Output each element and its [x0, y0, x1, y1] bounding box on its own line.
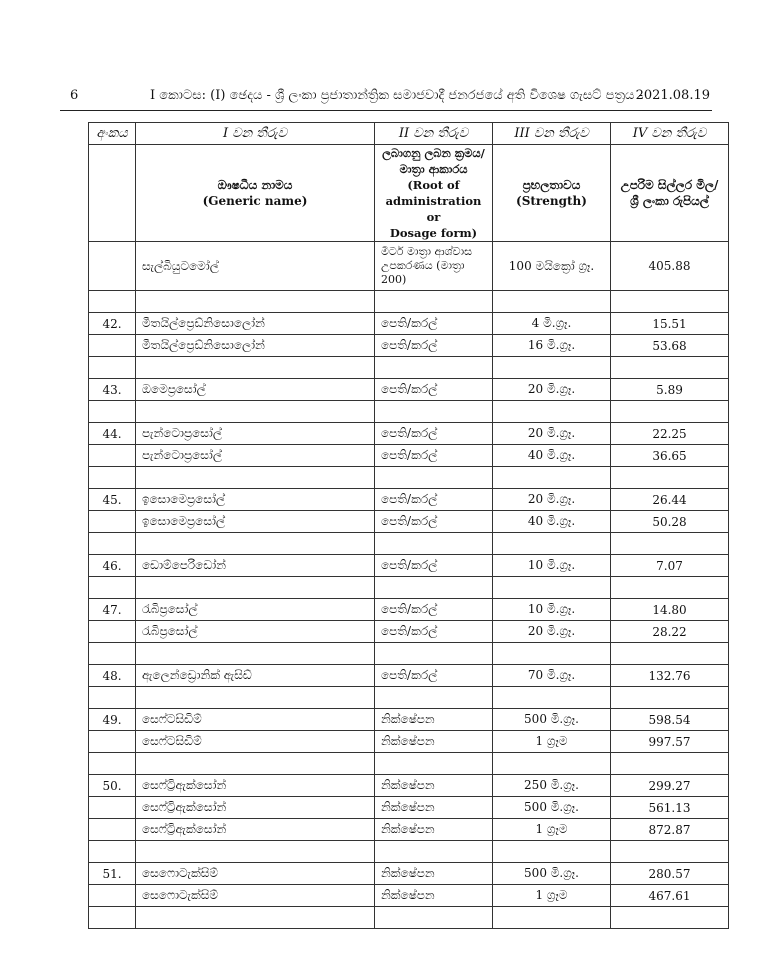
row-number — [89, 731, 136, 753]
table-row — [89, 621, 729, 643]
drug-strength: 20 මි.ග්‍රෑ. — [493, 379, 611, 401]
table-row — [89, 489, 729, 511]
drug-price: 15.51 — [611, 313, 729, 335]
drug-price: 22.25 — [611, 423, 729, 445]
drug-route: පෙති/කරල් — [375, 423, 493, 445]
subheader-route: ලබාගනු ලබන ක්‍රමය/ මාත්‍රා ආකාරය (Root of administration or Dosage form) — [375, 145, 493, 242]
blank-cell — [611, 577, 729, 599]
blank-cell — [89, 401, 136, 423]
table-row — [89, 599, 729, 621]
blank-cell — [375, 577, 493, 599]
blank-cell — [493, 841, 611, 863]
column-header-1: I වන තීරුව — [136, 123, 375, 145]
blank-cell — [89, 687, 136, 709]
blank-cell — [136, 467, 375, 489]
page-header — [60, 88, 710, 110]
row-number: 48. — [89, 665, 136, 687]
blank-row — [89, 357, 729, 379]
drug-route: පෙති/කරල් — [375, 599, 493, 621]
drug-price: 467.61 — [611, 885, 729, 907]
drug-route: පෙති/කරල් — [375, 555, 493, 577]
blank-cell — [89, 841, 136, 863]
blank-cell — [89, 467, 136, 489]
blank-row — [89, 401, 729, 423]
column-header-number: අංකය — [89, 123, 136, 145]
blank-row — [89, 533, 729, 555]
drug-strength: 500 මි.ග්‍රෑ. — [493, 709, 611, 731]
subheader-number-cell — [89, 145, 136, 242]
blank-cell — [89, 577, 136, 599]
blank-cell — [493, 291, 611, 313]
drug-price: 280.57 — [611, 863, 729, 885]
blank-cell — [136, 401, 375, 423]
table-row — [89, 797, 729, 819]
gazette-date: 2021.08.19 — [635, 88, 710, 103]
drug-price: 872.87 — [611, 819, 729, 841]
blank-row — [89, 841, 729, 863]
column-header-4: IV වන තීරුව — [611, 123, 729, 145]
blank-cell — [611, 841, 729, 863]
row-number — [89, 621, 136, 643]
row-number: 45. — [89, 489, 136, 511]
drug-price: 598.54 — [611, 709, 729, 731]
blank-cell — [136, 687, 375, 709]
blank-cell — [375, 841, 493, 863]
drug-price: 132.76 — [611, 665, 729, 687]
table-row — [89, 511, 729, 533]
row-number: 42. — [89, 313, 136, 335]
drug-strength: 100 මයික්‍රෝ ග්‍රෑ. — [493, 242, 611, 291]
blank-cell — [611, 291, 729, 313]
blank-cell — [136, 577, 375, 599]
drug-name: පැන්ටොප්‍රසෝල් — [136, 445, 375, 467]
row-number — [89, 819, 136, 841]
drug-route: පෙති/කරල් — [375, 621, 493, 643]
blank-cell — [89, 533, 136, 555]
blank-cell — [89, 907, 136, 929]
drug-name: ඇලෙන්ඩ්‍රොනික් ඇසිඩ් — [136, 665, 375, 687]
drug-name: මීතයිල්ප්‍රෙඩ්නිසොලෝන් — [136, 313, 375, 335]
row-number: 51. — [89, 863, 136, 885]
blank-cell — [493, 907, 611, 929]
row-number — [89, 335, 136, 357]
drug-strength: 40 මි.ග්‍රෑ. — [493, 445, 611, 467]
drug-name: ඩොම්පෙරිඩෝන් — [136, 555, 375, 577]
table-row — [89, 379, 729, 401]
blank-row — [89, 643, 729, 665]
drug-name: පැන්ටොප්‍රසෝල් — [136, 423, 375, 445]
blank-row — [89, 467, 729, 489]
table-row — [89, 423, 729, 445]
drug-strength: 4 මි.ග්‍රෑ. — [493, 313, 611, 335]
blank-cell — [136, 533, 375, 555]
blank-row — [89, 577, 729, 599]
drug-strength: 500 මි.ග්‍රෑ. — [493, 797, 611, 819]
blank-cell — [611, 687, 729, 709]
blank-cell — [493, 533, 611, 555]
table-row — [89, 665, 729, 687]
blank-cell — [611, 467, 729, 489]
drug-name: සැල්බියුටමෝල් — [136, 242, 375, 291]
drug-price: 997.57 — [611, 731, 729, 753]
drug-strength: 20 මි.ග්‍රෑ. — [493, 621, 611, 643]
drug-price: 36.65 — [611, 445, 729, 467]
drug-route: පෙති/කරල් — [375, 313, 493, 335]
drug-price: 14.80 — [611, 599, 729, 621]
table-row — [89, 819, 729, 841]
table-row — [89, 885, 729, 907]
drug-name: සෙෆ්ටසිඩිම් — [136, 731, 375, 753]
blank-cell — [611, 357, 729, 379]
row-number: 43. — [89, 379, 136, 401]
blank-cell — [611, 401, 729, 423]
blank-cell — [493, 753, 611, 775]
column-header-2: II වන තීරුව — [375, 123, 493, 145]
drug-route: පෙති/කරල් — [375, 445, 493, 467]
drug-name: ඉසොමෙප්‍රසෝල් — [136, 489, 375, 511]
drug-name: රැබිප්‍රසෝල් — [136, 621, 375, 643]
drug-price: 5.89 — [611, 379, 729, 401]
blank-row — [89, 907, 729, 929]
drug-route: නික්ෂේපන — [375, 885, 493, 907]
column-header-3: III වන තීරුව — [493, 123, 611, 145]
table-row — [89, 555, 729, 577]
gazette-title: I කොටස: (I) ඡෙදය - ශ්‍රී ලංකා ප්‍රජාතාන්ත්‍රික සමාජවාදී ජනරජයේ අති විශෙෂ ගැසට් පත්‍රය - — [150, 88, 643, 103]
blank-cell — [375, 401, 493, 423]
drug-strength: 1 ග්‍රෑම — [493, 819, 611, 841]
drug-name: සෙෆ්ට්‍රිඇක්සෝන් — [136, 797, 375, 819]
blank-cell — [89, 357, 136, 379]
drug-route: නික්ෂේපන — [375, 797, 493, 819]
blank-cell — [89, 753, 136, 775]
drug-price: 50.28 — [611, 511, 729, 533]
drug-price: 53.68 — [611, 335, 729, 357]
subheader-row — [89, 145, 729, 242]
blank-cell — [375, 687, 493, 709]
blank-cell — [493, 643, 611, 665]
drug-price: 405.88 — [611, 242, 729, 291]
drug-name: මීතයිල්ප්‍රෙඩ්නිසොලෝන් — [136, 335, 375, 357]
drug-name: රැබිප්‍රසෝල් — [136, 599, 375, 621]
blank-cell — [611, 907, 729, 929]
drug-route: පෙති/කරල් — [375, 489, 493, 511]
drug-name: සෙෆ්ට්‍රිඇක්සෝන් — [136, 775, 375, 797]
blank-cell — [136, 291, 375, 313]
drug-price: 26.44 — [611, 489, 729, 511]
row-number — [89, 511, 136, 533]
drug-price-table — [88, 122, 729, 929]
row-number — [89, 445, 136, 467]
drug-strength: 20 මි.ග්‍රෑ. — [493, 423, 611, 445]
drug-route: නික්ෂේපන — [375, 731, 493, 753]
blank-cell — [136, 907, 375, 929]
drug-name: ඉසොමෙප්‍රසෝල් — [136, 511, 375, 533]
row-number: 49. — [89, 709, 136, 731]
row-number — [89, 885, 136, 907]
subheader-generic-name: ඖෂධීය නාමය (Generic name) — [136, 145, 375, 242]
table-row — [89, 335, 729, 357]
blank-row — [89, 753, 729, 775]
table-row — [89, 731, 729, 753]
row-number: 44. — [89, 423, 136, 445]
subheader-strength: ප්‍රභලතාවය (Strength) — [493, 145, 611, 242]
drug-route: නික්ෂේපන — [375, 863, 493, 885]
drug-route: මීටර් මාත්‍රා ආශ්වාස උපකරණය (මාත්‍රා 200) — [375, 242, 493, 291]
table-row — [89, 775, 729, 797]
drug-name: සෙෆොටැක්සිම් — [136, 885, 375, 907]
row-number: 47. — [89, 599, 136, 621]
blank-cell — [375, 907, 493, 929]
drug-route: නික්ෂේපන — [375, 819, 493, 841]
table-row — [89, 242, 729, 291]
drug-strength: 16 මි.ග්‍රෑ. — [493, 335, 611, 357]
drug-price: 28.22 — [611, 621, 729, 643]
blank-cell — [89, 643, 136, 665]
column-header-row — [89, 123, 729, 145]
drug-name: සෙෆ්ටසිඩිම් — [136, 709, 375, 731]
blank-cell — [493, 401, 611, 423]
drug-price: 561.13 — [611, 797, 729, 819]
drug-route: නික්ෂේපන — [375, 709, 493, 731]
blank-cell — [375, 291, 493, 313]
drug-price: 299.27 — [611, 775, 729, 797]
drug-strength: 20 මි.ග්‍රෑ. — [493, 489, 611, 511]
drug-strength: 500 මි.ග්‍රෑ. — [493, 863, 611, 885]
blank-cell — [375, 357, 493, 379]
blank-row — [89, 291, 729, 313]
drug-route: පෙති/කරල් — [375, 665, 493, 687]
table-row — [89, 863, 729, 885]
blank-row — [89, 687, 729, 709]
drug-route: පෙති/කරල් — [375, 379, 493, 401]
page-number: 6 — [70, 88, 79, 103]
row-number: 46. — [89, 555, 136, 577]
blank-cell — [89, 291, 136, 313]
drug-route: නික්ෂේපන — [375, 775, 493, 797]
blank-cell — [136, 357, 375, 379]
blank-cell — [493, 577, 611, 599]
blank-cell — [611, 753, 729, 775]
blank-cell — [493, 687, 611, 709]
drug-route: පෙති/කරල් — [375, 335, 493, 357]
drug-name: සෙෆ්ට්‍රිඇක්සෝන් — [136, 819, 375, 841]
drug-strength: 1 ග්‍රෑම — [493, 731, 611, 753]
drug-name: ඔමෙප්‍රසෝල් — [136, 379, 375, 401]
table-row — [89, 445, 729, 467]
drug-strength: 1 ග්‍රෑම — [493, 885, 611, 907]
drug-route: පෙති/කරල් — [375, 511, 493, 533]
subheader-price: උපරිම සිල්ලර මිල/ ශ්‍රී ලංකා රුපියල් — [611, 145, 729, 242]
drug-strength: 70 මි.ග්‍රෑ. — [493, 665, 611, 687]
drug-price: 7.07 — [611, 555, 729, 577]
row-number — [89, 797, 136, 819]
drug-strength: 10 මි.ග්‍රෑ. — [493, 599, 611, 621]
blank-cell — [611, 533, 729, 555]
row-number — [89, 242, 136, 291]
drug-strength: 40 මි.ග්‍රෑ. — [493, 511, 611, 533]
drug-name: සෙෆොටැක්සිම් — [136, 863, 375, 885]
blank-cell — [375, 643, 493, 665]
blank-cell — [375, 533, 493, 555]
table-row — [89, 709, 729, 731]
header-rule — [60, 110, 712, 111]
blank-cell — [493, 357, 611, 379]
drug-strength: 10 මි.ග්‍රෑ. — [493, 555, 611, 577]
blank-cell — [375, 467, 493, 489]
blank-cell — [611, 643, 729, 665]
drug-strength: 250 මි.ග්‍රෑ. — [493, 775, 611, 797]
blank-cell — [136, 753, 375, 775]
row-number: 50. — [89, 775, 136, 797]
blank-cell — [375, 753, 493, 775]
table-row — [89, 313, 729, 335]
blank-cell — [136, 643, 375, 665]
blank-cell — [136, 841, 375, 863]
blank-cell — [493, 467, 611, 489]
